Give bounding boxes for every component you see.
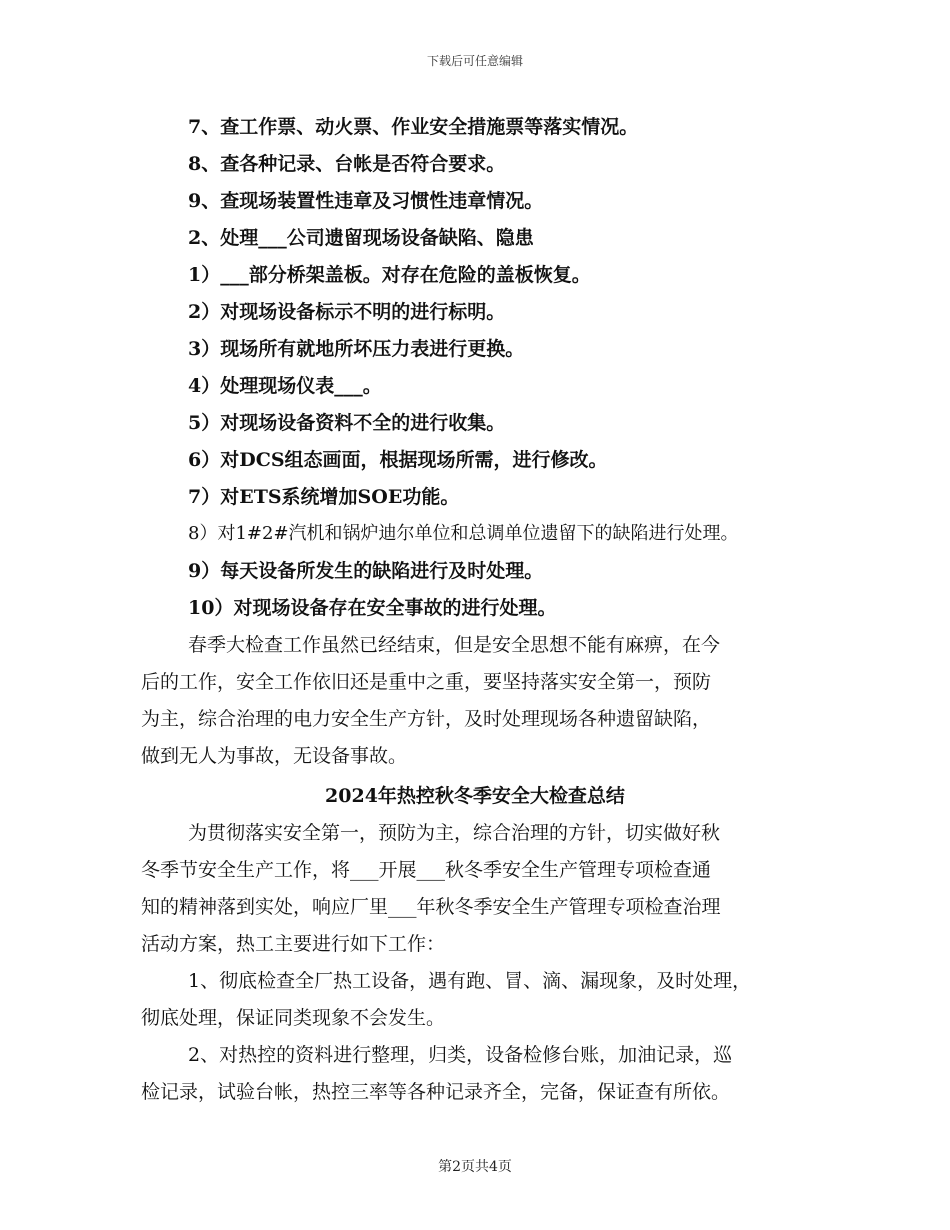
list-item: 2）对现场设备标示不明的进行标明。 bbox=[188, 301, 506, 323]
paragraph-line: 春季大检查工作虽然已经结束，但是安全思想不能有麻痹，在今 bbox=[188, 634, 721, 656]
list-item: 9）每天设备所发生的缺陷进行及时处理。 bbox=[188, 560, 544, 582]
section-title: 2024年热控秋冬季安全大检查总结 bbox=[325, 785, 625, 807]
paragraph-line: 做到无人为事故，无设备事故。 bbox=[141, 745, 408, 767]
list-item: 8）对1#2#汽机和锅炉迪尔单位和总调单位遗留下的缺陷进行处理。 bbox=[188, 523, 739, 544]
list-item: 5）对现场设备资料不全的进行收集。 bbox=[188, 412, 506, 434]
list-item: 6）对DCS组态画面，根据现场所需，进行修改。 bbox=[188, 449, 608, 471]
list-item: 2、处理___公司遗留现场设备缺陷、隐患 bbox=[188, 227, 534, 249]
list-item: 4）处理现场仪表___。 bbox=[188, 375, 382, 397]
paragraph-line: 为贯彻落实安全第一，预防为主，综合治理的方针，切实做好秋 bbox=[188, 822, 721, 844]
paragraph-line: 活动方案，热工主要进行如下工作： bbox=[141, 933, 446, 955]
paragraph-line: 冬季节安全生产工作，将___开展___秋冬季安全生产管理专项检查通 bbox=[141, 859, 712, 881]
page-footer: 第2页共4页 bbox=[438, 1159, 512, 1175]
list-item: 8、查各种记录、台帐是否符合要求。 bbox=[188, 153, 506, 175]
paragraph-line: 彻底处理，保证同类现象不会发生。 bbox=[141, 1007, 446, 1029]
list-item: 3）现场所有就地所坏压力表进行更换。 bbox=[188, 338, 525, 360]
list-item: 7、查工作票、动火票、作业安全措施票等落实情况。 bbox=[188, 116, 639, 138]
paragraph-line: 检记录，试验台帐，热控三率等各种记录齐全，完备，保证查有所依。 bbox=[141, 1081, 731, 1103]
list-item: 10）对现场设备存在安全事故的进行处理。 bbox=[188, 597, 557, 619]
list-item: 7）对ETS系统增加SOE功能。 bbox=[188, 486, 460, 508]
paragraph-line: 为主，综合治理的电力安全生产方针，及时处理现场各种遗留缺陷， bbox=[141, 708, 712, 730]
paragraph-line: 1、彻底检查全厂热工设备，遇有跑、冒、滴、漏现象，及时处理， bbox=[188, 970, 752, 992]
page-header: 下载后可任意编辑 bbox=[426, 54, 523, 68]
list-item: 1）___部分桥架盖板。对存在危险的盖板恢复。 bbox=[188, 264, 591, 286]
paragraph-line: 2、对热控的资料进行整理，归类，设备检修台账，加油记录，巡 bbox=[188, 1044, 733, 1066]
paragraph-line: 后的工作，安全工作依旧还是重中之重，要坚持落实安全第一，预防 bbox=[141, 671, 712, 693]
list-item: 9、查现场装置性违章及习惯性违章情况。 bbox=[188, 190, 544, 212]
paragraph-line: 知的精神落到实处，响应厂里___年秋冬季安全生产管理专项检查治理 bbox=[141, 896, 721, 918]
